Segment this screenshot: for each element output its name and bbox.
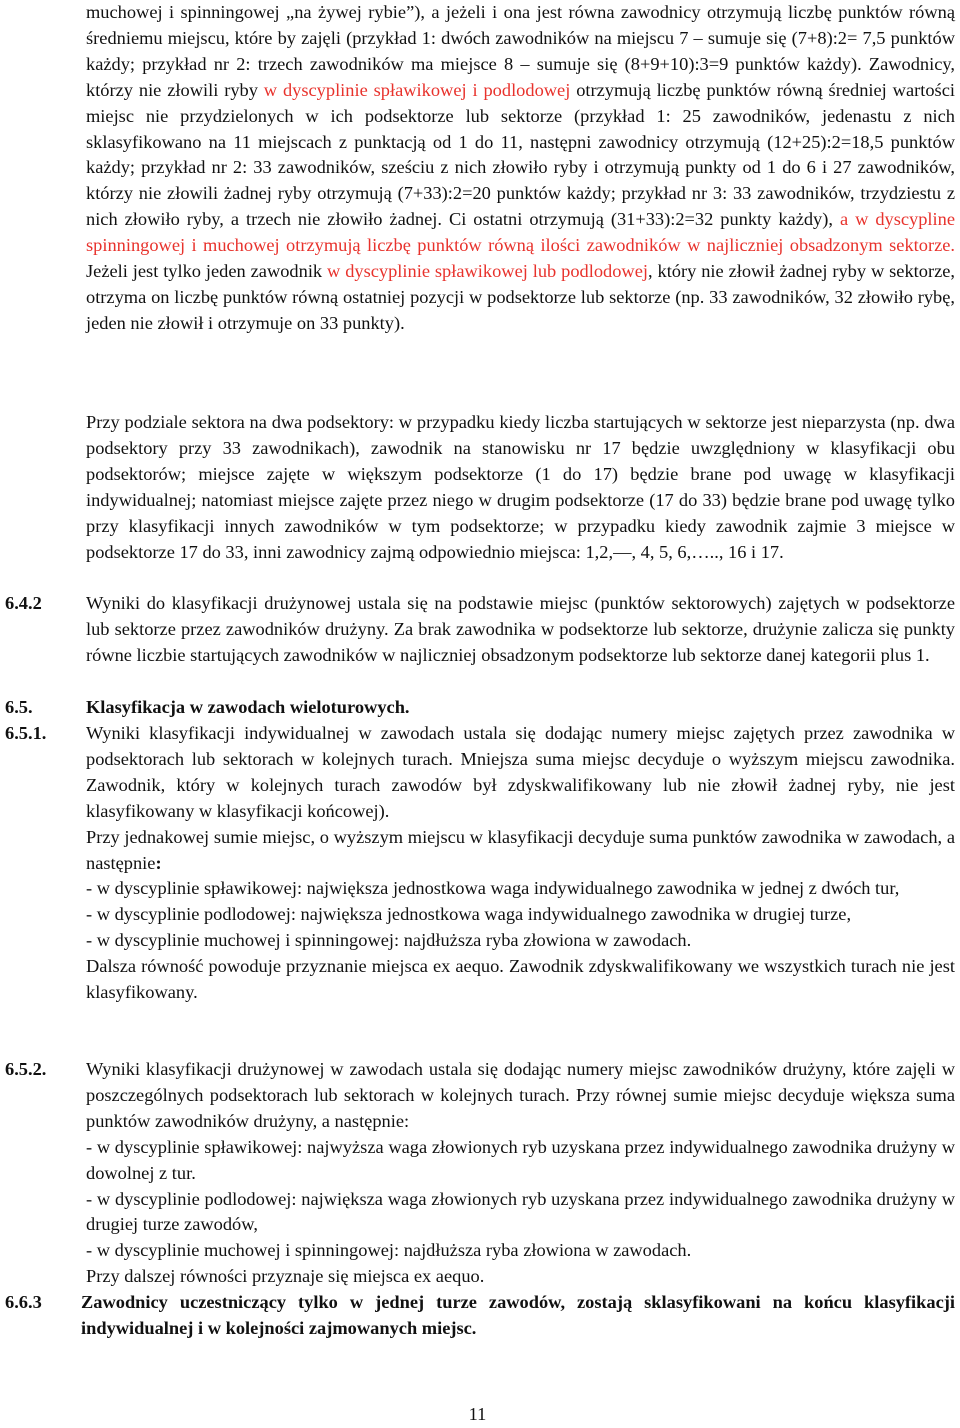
section-6-5-1 — [0, 721, 955, 1006]
section-6-5 — [0, 695, 955, 721]
section-number: 6.5. — [5, 697, 33, 717]
section-text: Wyniki do klasyfikacji drużynowej ustala się na podstawie miejsc (punktów sektorowych) zajętych w podsektorze lub sektorze przez zawodników drużyny. Za brak zawodnika w podsektorze lub sektorze, drużynie zalicza się punkty równe liczbie startujących zawodników w najliczniej obsadzonym podsektorze lub sektorze danej kategorii plus 1. — [86, 593, 955, 665]
list-item: - w dyscyplinie muchowej i spinningowej: najdłuższa ryba złowiona w zawodach. — [86, 930, 692, 951]
section-number: 6.4.2 — [5, 593, 42, 613]
final-paragraph: Dalsza równość powoduje przyznanie miejsca ex aequo. Zawodnik zdyskwalifikowany we wszystkich turach nie jest klasyfikowany. — [86, 956, 955, 1003]
intro-paragraph — [86, 0, 955, 337]
list-item: - w dyscyplinie podlodowej: największa jednostkowa waga indywidualnego zawodnika w drugiej turze, — [86, 904, 852, 925]
list-item: - w dyscyplinie podlodowej: największa waga złowionych ryb uzyskana przez indywidualnego zawodnika drużyny w drugiej turze zawodów, — [86, 1188, 955, 1235]
intro-text-2: otrzymują liczbę punktów równą średniej wartości miejsc nie przydzielonych w ich podsektorze lub sektorze (przykład 1: 25 zawodników, jedenastu z nich sklasyfikowano na 11 miejscach z punktacją od 1 do 11, następni zawodnicy otrzymują (12+25):2=18,5 punktów każdy; przykład nr 2: 33 zawodników, sześciu z nich złowiło ryby i otrzymują punkty od 1 do 6 i 27 zawodników, którzy nie złowili żadnej ryby otrzymują (7+33):2=20 punktów każdy; przykład nr 3: 33 zawodników, trzydziestu z nich złowiło ryby, a trzech nie złowiło żadnej. Ci ostatni otrzymują (31+33):2=32 punkty każdy), — [86, 79, 955, 230]
section-text: Zawodnicy uczestniczący tylko w jednej turze zawodów, zostają sklasyfikowani na końcu klasyfikacji indywidualnej i w kolejności zajmowanych miejsc. — [81, 1292, 955, 1338]
page-number: 11 — [468, 1404, 487, 1424]
intro-red-1: w dyscyplinie spławikowej i podlodowej — [263, 79, 571, 100]
section-6-6-3 — [0, 1290, 955, 1342]
section-text: Wyniki klasyfikacji indywidualnej w zawodach ustala się dodając numery miejsc zajętych przez zawodnika w podsektorach lub sektorach w kolejnych turach. Mniejsza suma miejsc decyduje o wyższym miejscu zawodnika. Zawodnik, który w kolejnych turach zawodów był zdyskwalifikowany lub nie złowił żadnej ryby, nie jest klasyfikowany w klasyfikacji końcowej). — [86, 723, 955, 821]
tie-colon: : — [155, 852, 162, 873]
section-number: 6.5.1. — [5, 723, 47, 743]
list-item: - w dyscyplinie muchowej i spinningowej: najdłuższa ryba złowiona w zawodach. — [86, 1240, 692, 1261]
section-6-5-2 — [0, 1057, 955, 1290]
tie-text: Przy jednakowej sumie miejsc, o wyższym miejscu w klasyfikacji decyduje suma punktów zawodnika w zawodach, a następnie — [86, 826, 955, 873]
final-paragraph: Przy dalszej równości przyznaje się miejsca ex aequo. — [86, 1266, 485, 1287]
section-6-4-2 — [0, 591, 955, 669]
list-item: - w dyscyplinie spławikowej: najwyższa waga złowionych ryb uzyskana przez indywidualnego zawodnika drużyny w dowolnej z tur. — [86, 1136, 955, 1183]
intro-red-3: w dyscyplinie spławikowej lub podlodowej — [327, 261, 648, 282]
section-number: 6.5.2. — [5, 1059, 47, 1079]
intro-text-3: Jeżeli jest tylko jeden zawodnik — [86, 261, 328, 282]
tie-paragraph — [86, 825, 955, 877]
section-number: 6.6.3 — [5, 1292, 42, 1312]
section-title: Klasyfikacja w zawodach wieloturowych. — [86, 697, 410, 717]
subsector-paragraph: Przy podziale sektora na dwa podsektory: w przypadku kiedy liczba startujących w sektorze jest nieparzysta (np. dwa podsektory przy 33 zawodnikach), zawodnik na stanowisku nr 17 będzie uwzględniony w klasyfikacji obu podsektorów; miejsce zajęte w większym podsektorze (1 do 17) będzie brane pod uwagę w klasyfikacji indywidualnej; natomiast miejsce zajęte przez niego w drugim podsektorze (17 do 33) będzie brane pod uwagę tylko przy klasyfikacji innych zawodników w tym podsektorze; w przypadku kiedy zawodnik zajmie 3 miejsce w podsektorze 17 do 33, inni zawodnicy zajmą odpowiednio miejsca: 1,2,—, 4, 5, 6,….., 16 i 17. — [86, 412, 955, 562]
intro-text-4: , który nie złowił żadnej ryby w sektorze, otrzyma on liczbę punktów równą ostatniej pozycji w podsektorze lub sektorze (np. 33 zawodników, 32 złowiło rybę, jeden nie złowił i otrzymuje on 33 punkty). — [86, 261, 955, 333]
intro-text-1: muchowej i spinningowej „na żywej rybie”), a jeżeli i ona jest równa zawodnicy otrzymują liczbę punktów równą średniemu miejscu, które by zajęli (przykład 1: dwóch zawodników na miejscu 7 – sumuje się (7+8):2= 7,5 punktów każdy; przykład nr 2: trzech zawodników ma miejsce 8 – sumuje się (8+9+10):3=9 punktów każdy). Zawodnicy, którzy nie złowili ryby — [86, 2, 955, 100]
intro-red-2: a w dyscypline spinningowej i muchowej otrzymują liczbę punktów równą ilości zawodników w najliczniej obsadzonym sektorze. — [86, 209, 955, 256]
section-text: Wyniki klasyfikacji drużynowej w zawodach ustala się dodając numery miejsc zawodników drużyny, które zajęli w poszczególnych podsektorach lub sektorach w kolejnych turach. Przy równej sumie miejsc decyduje większa suma punktów zawodników drużyny, a następnie: — [86, 1059, 955, 1131]
list-item: - w dyscyplinie spławikowej: największa jednostkowa waga indywidualnego zawodnika w jednej z dwóch tur, — [86, 878, 900, 899]
